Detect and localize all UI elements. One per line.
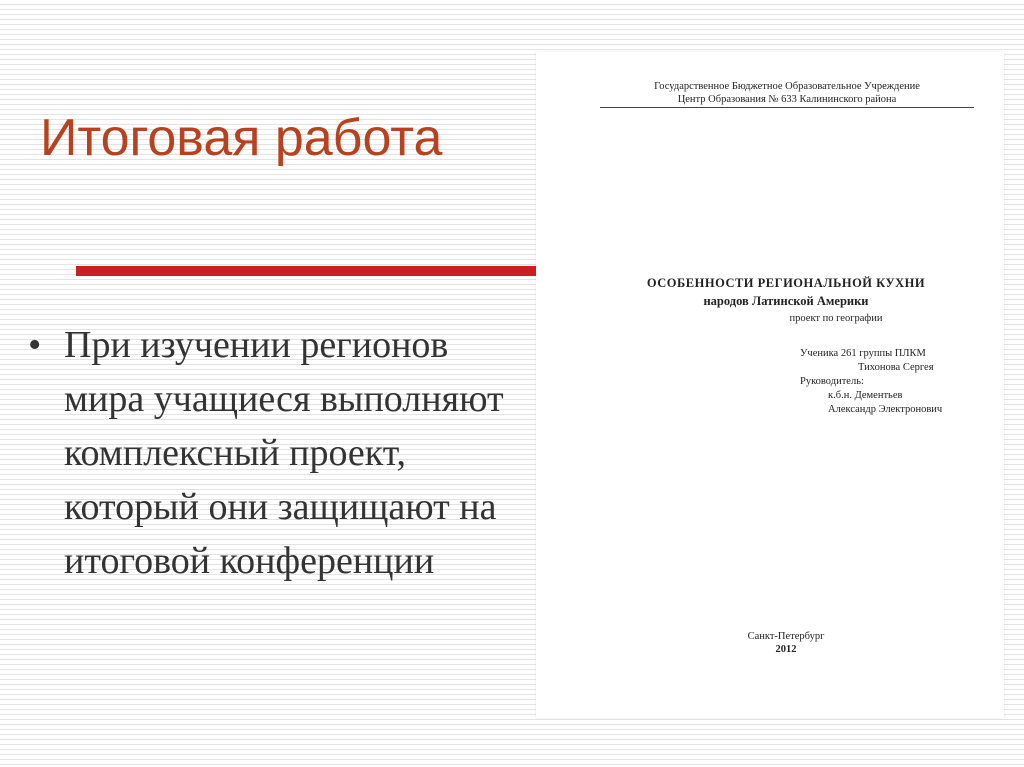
document-footer — [686, 630, 886, 656]
document-project-type: проект по географии — [789, 313, 883, 324]
document-city: Санкт-Петербург — [747, 631, 825, 642]
document-title: ОСОБЕННОСТИ РЕГИОНАЛЬНОЙ КУХНИ — [646, 276, 926, 290]
document-title-page — [536, 52, 1004, 718]
document-header — [600, 80, 974, 108]
bullet-list — [28, 318, 528, 588]
title-divider — [76, 266, 536, 276]
header-school: Центр Образования № 633 Калининского района — [677, 94, 897, 105]
supervisor-label: Руководитель: — [800, 376, 864, 387]
supervisor-name: Александр Электронович — [828, 404, 943, 415]
document-year: 2012 — [775, 644, 797, 655]
document-author-block — [800, 347, 1000, 417]
student-label: Ученика 261 группы ПЛКМ — [800, 348, 926, 359]
supervisor-degree: к.б.н. Дементьев — [828, 390, 903, 401]
bullet-dot-icon: • — [28, 324, 42, 366]
document-subtitle: народов Латинской Америки — [703, 294, 869, 308]
student-name: Тихонова Сергея — [858, 362, 934, 373]
slide-title: Итоговая работа — [40, 109, 443, 167]
bullet-text: При изучении регионов мира учащиеся выполняют комплексный проект, который они защищают на итоговой конференции — [64, 324, 504, 582]
header-institution: Государственное Бюджетное Образовательное Учреждение — [654, 81, 920, 92]
